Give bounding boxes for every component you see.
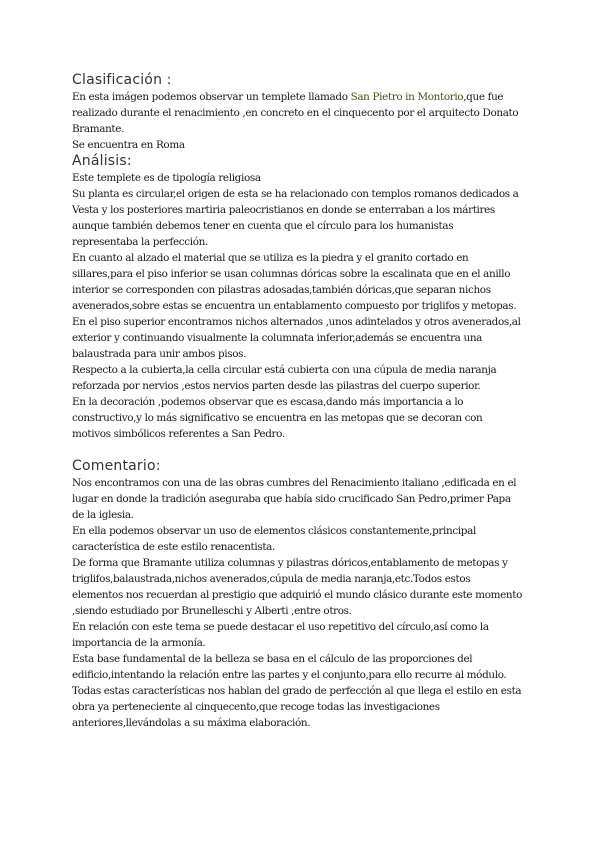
clasificacion-text-a: En esta imágen podemos observar un templete llamado [72,91,351,103]
comentario-paragraph-5: Esta base fundamental de la belleza se basa en el cálculo de las proporciones del edificio,intentando la relación entre las partes y el conjunto,para ello recurre al módulo. [72,653,507,681]
heading-clasificacion: Clasificación : [72,72,172,88]
analisis-paragraph-5: Respecto a la cubierta,la cella circular está cubierta con una cúpula de media naranja reforzada por nervios ,estos nervios parten desde las pilastras del cuerpo superior. [72,364,497,392]
monument-name: San Pietro in Montorio [350,91,464,103]
analisis-paragraph-4: En el piso superior encontramos nichos alternados ,unos adintelados y otros avenerados,al exterior y continuando visualmente la columnata inferior,además se encuentra una balaustrada para unir ambos pisos. [72,316,521,360]
section-spacer [72,442,522,458]
analisis-paragraph-1: Este templete es de tipología religiosa [72,172,261,184]
heading-analisis: Análisis: [72,153,132,169]
analisis-paragraph-2: Su planta es circular,el origen de esta se ha relacionado con templos romanos dedicados a Vesta y los posteriores martiria paleocristianos en donde se enterraban a los mártires aunque también debemos tener en cuenta que el círculo para los humanistas representaba la perfección. [72,188,519,248]
document-page [72,72,522,731]
analisis-paragraph-3: En cuanto al alzado el material que se utiliza es la piedra y el granito cortado en sillares,para el piso inferior se usan columnas dóricas sobre la escalinata que en el anillo interior se corresponden con pilastras adosadas,también dóricas,que separan nichos avenerados,sobre estas se encuentra un entablamento compuesto por triglifos y metopas. [72,252,517,312]
heading-comentario: Comentario: [72,458,161,474]
comentario-paragraph-4: En relación con este tema se puede destacar el uso repetitivo del círculo,así como la importancia de la armonía. [72,621,489,649]
comentario-paragraph-6: Todas estas características nos hablan del grado de perfección al que llega el estilo en esta obra ya perteneciente al cinquecento,que recoge todas las investigaciones anteriores,llevándolas a su máxima elaboración. [72,685,522,729]
comentario-paragraph-1: Nos encontramos con una de las obras cumbres del Renacimiento italiano ,edificada en el lugar en donde la tradición aseguraba que había sido crucificado San Pedro,primer Papa de la iglesia. [72,477,517,521]
analisis-paragraph-6: En la decoración ,podemos observar que es escasa,dando más importancia a lo constructivo,y lo más significativo se encuentra en las metopas que se decoran con motivos simbólicos referentes a San Pedro. [72,396,483,440]
clasificacion-text-b: ,que fue realizado durante el renacimiento ,en concreto en el cinquecento por el arquitecto Donato Bramante. [72,91,519,135]
comentario-paragraph-2: En ella podemos observar un uso de elementos clásicos constantemente,principal característica de este estilo renacentista. [72,525,476,553]
location-paragraph: Se encuentra en Roma [72,139,185,151]
comentario-paragraph-3: De forma que Bramante utiliza columnas y pilastras dóricos,entablamento de metopas y triglifos,balaustrada,nichos avenerados,cúpula de media naranja,etc.Todos estos elementos nos recuerdan al prestigio que adquirió el mundo clásico durante este momento ,siendo estudiado por Brunelleschi y Alberti ,entre otros. [72,557,522,617]
clasificacion-paragraph [72,89,522,137]
